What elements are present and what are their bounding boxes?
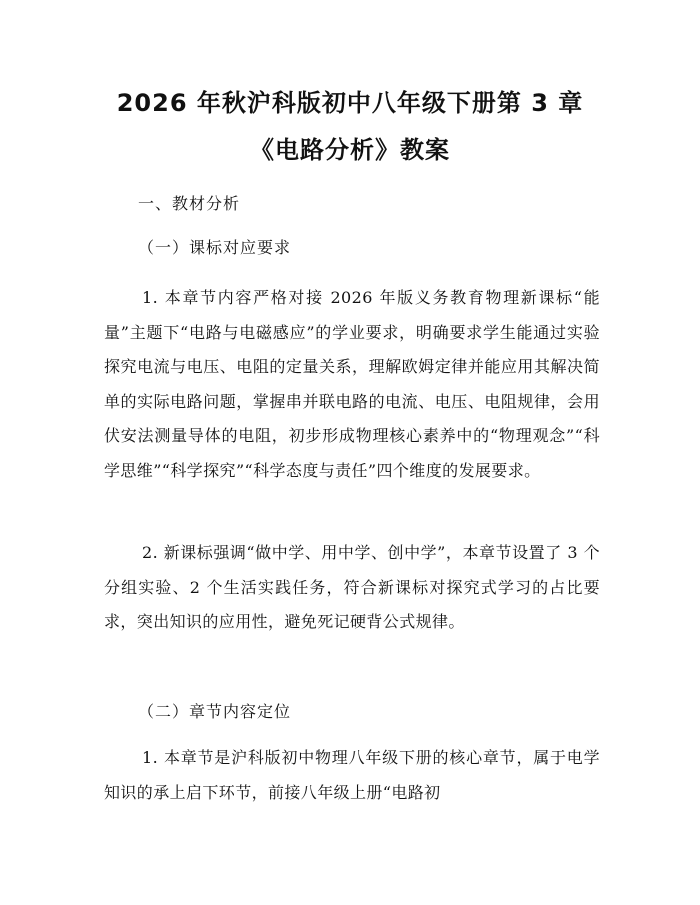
paragraph-curriculum-requirement-2: 2. 新课标强调“做中学、用中学、创中学”，本章节设置了 3 个分组实验、2 个生活实践任务，符合新课标对探究式学习的占比要求，突出知识的应用性，避免死记硬背公式规律。: [104, 543, 600, 631]
subsection-heading-curriculum-requirements: （一）课标对应要求: [138, 238, 292, 257]
section-heading-textbook-analysis: 一、教材分析: [138, 194, 241, 213]
document-title: 2026 年秋沪科版初中八年级下册第 3 章《电路分析》教案: [116, 89, 584, 164]
subsection-heading-chapter-positioning: （二）章节内容定位: [138, 702, 292, 721]
paragraph-curriculum-requirement-1: 1. 本章节内容严格对接 2026 年版义务教育物理新课标“能量”主题下“电路与电磁感应”的学业要求，明确要求学生能通过实验探究电流与电压、电阻的定量关系，理解欧姆定律并能应用其解决简单的实际电路问题，掌握串并联电路的电流、电压、电阻规律，会用伏安法测量导体的电阻，初步形成物理核心素养中的“物理观念”“科学思维”“科学探究”“科学态度与责任”四个维度的发展要求。: [104, 288, 600, 480]
paragraph-chapter-positioning-1: 1. 本章节是沪科版初中物理八年级下册的核心章节，属于电学知识的承上启下环节，前接八年级上册“电路初: [104, 748, 600, 802]
